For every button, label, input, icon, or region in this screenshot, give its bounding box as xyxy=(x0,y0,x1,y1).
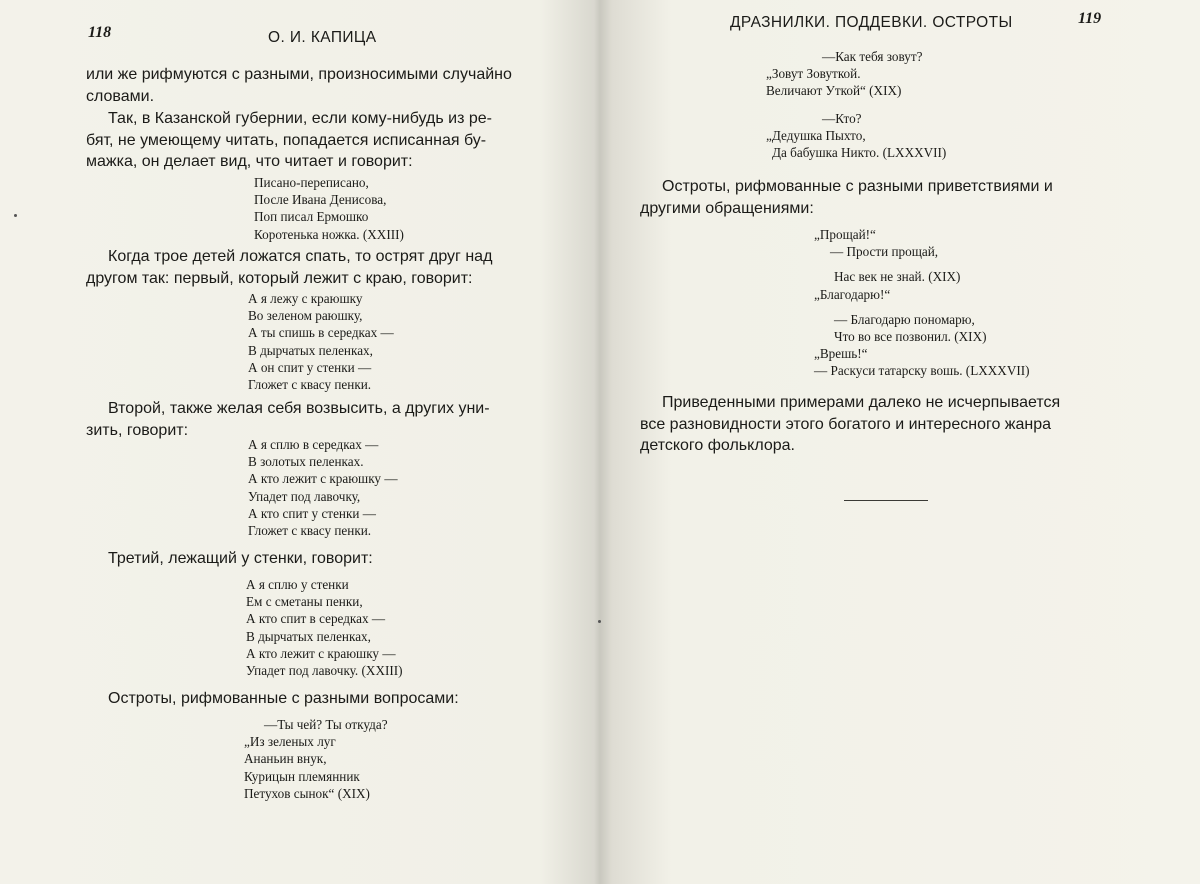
verse-line: А кто лежит с краюшку — xyxy=(246,645,396,661)
verse-line: После Ивана Денисова, xyxy=(254,192,387,208)
verse-line: Упадет под лавочку. (XXIII) xyxy=(246,663,403,679)
verse-line: Да бабушка Никто. (LXXXVII) xyxy=(772,145,947,161)
verse-line: —Кто? xyxy=(822,111,862,126)
paragraph xyxy=(86,108,556,173)
text-line: Так, в Казанской губернии, если кому-нибудь из ре- xyxy=(108,110,492,127)
verse-line: А кто спит в середках — xyxy=(246,611,386,627)
verse-line: Упадет под лавочку, xyxy=(248,488,361,504)
verse-line: В дырчатых пеленках, xyxy=(248,342,373,358)
text-line: или же рифмуются с разными, произносимыми случайно xyxy=(86,66,512,83)
text-line: другом так: первый, который лежит с краю, говорит: xyxy=(86,269,473,287)
verse-block xyxy=(254,174,404,243)
print-speck xyxy=(598,620,601,623)
text-line: другими обращениями: xyxy=(640,199,814,217)
text-line: детского фольклора. xyxy=(640,437,795,454)
verse-line: —Как тебя зовут? xyxy=(822,49,923,64)
verse-line: Ананьин внук, xyxy=(244,751,327,767)
page-number: 119 xyxy=(1078,10,1102,27)
right-page xyxy=(600,0,1200,884)
paragraph xyxy=(86,246,556,289)
verse-line: А я сплю в середках — xyxy=(248,437,379,452)
paragraph xyxy=(86,548,556,570)
verse-line: „Зовут Зовуткой. xyxy=(766,66,861,82)
paragraph xyxy=(640,392,1140,457)
verse-line: А я сплю у стенки xyxy=(246,577,349,592)
verse-line: — Благодарю пономарю, xyxy=(834,311,975,327)
text-line: мажка, он делает вид, что читает и говорит: xyxy=(86,153,413,170)
text-line: словами. xyxy=(86,87,155,105)
verse-line: Ем с сметаны пенки, xyxy=(246,594,363,610)
paragraph xyxy=(640,176,1130,219)
verse-line: „Дедушка Пыхто, xyxy=(766,128,866,144)
running-head: ДРАЗНИЛКИ. ПОДДЕВКИ. ОСТРОТЫ xyxy=(730,14,1013,31)
text-line: Когда трое детей ложатся спать, то острят друг над xyxy=(108,248,493,265)
verse-line: Петухов сынок“ (XIX) xyxy=(244,785,370,801)
paragraph xyxy=(86,64,556,107)
verse-block xyxy=(244,716,388,802)
verse-line: „Врешь!“ xyxy=(814,346,868,362)
verse-line: В дырчатых пеленках, xyxy=(246,628,371,644)
text-line: Второй, также желая себя возвысить, а других уни- xyxy=(108,400,490,417)
verse-line: „Из зеленых луг xyxy=(244,734,336,750)
verse-line: „Благодарю!“ xyxy=(814,286,891,302)
verse-line: А ты спишь в середках — xyxy=(248,325,394,341)
verse-line: Коротенька ножка. (XXIII) xyxy=(254,226,404,242)
text-line: Остроты, рифмованные с разными вопросами: xyxy=(108,690,459,707)
verse-line: А я лежу с краюшку xyxy=(248,291,363,306)
verse-line: Что во все позвонил. (XIX) xyxy=(834,329,987,345)
text-line: Третий, лежащий у стенки, говорит: xyxy=(108,550,373,567)
verse-line: Во зеленом раюшку, xyxy=(248,308,363,324)
verse-line: В золотых пеленках. xyxy=(248,454,364,470)
verse-line: А он спит у стенки — xyxy=(248,359,372,375)
verse-block xyxy=(766,48,922,100)
text-line: Остроты, рифмованные с разными приветствиями и xyxy=(662,178,1053,195)
verse-line: —Ты чей? Ты откуда? xyxy=(264,717,388,732)
end-rule xyxy=(844,500,928,501)
verse-line: Гложет с квасу пенки. xyxy=(248,523,372,539)
print-speck xyxy=(14,214,17,217)
verse-line: А кто спит у стенки — xyxy=(248,505,376,521)
verse-line: Нас век не знай. (XIX) xyxy=(834,269,961,285)
verse-block xyxy=(248,290,394,393)
text-line: бят, не умеющему читать, попадается исписанная бу- xyxy=(86,131,487,149)
running-head: О. И. КАПИЦА xyxy=(268,29,377,46)
verse-line: А кто лежит с краюшку — xyxy=(248,471,398,487)
verse-line: Поп писал Ермошко xyxy=(254,209,369,225)
verse-line: Курицын племянник xyxy=(244,768,360,784)
verse-block xyxy=(814,226,1030,380)
verse-line: Писано-переписано, xyxy=(254,175,369,190)
paragraph xyxy=(86,688,556,710)
verse-line: — Прости прощай, xyxy=(830,244,939,260)
verse-line: Гложет с квасу пенки. xyxy=(248,377,372,393)
verse-line: Величают Уткой“ (XIX) xyxy=(766,83,902,99)
text-line: Приведенными примерами далеко не исчерпывается xyxy=(662,394,1061,411)
paragraph xyxy=(86,398,556,441)
verse-block xyxy=(766,110,946,162)
page-number: 118 xyxy=(88,24,112,41)
verse-block xyxy=(248,436,398,539)
verse-line: — Раскуси татарску вошь. (LXXXVII) xyxy=(814,363,1030,379)
text-line: зить, говорит: xyxy=(86,421,189,439)
verse-block xyxy=(246,576,403,679)
text-line: все разновидности этого богатого и интересного жанра xyxy=(640,415,1052,433)
verse-line: „Прощай!“ xyxy=(814,227,876,242)
